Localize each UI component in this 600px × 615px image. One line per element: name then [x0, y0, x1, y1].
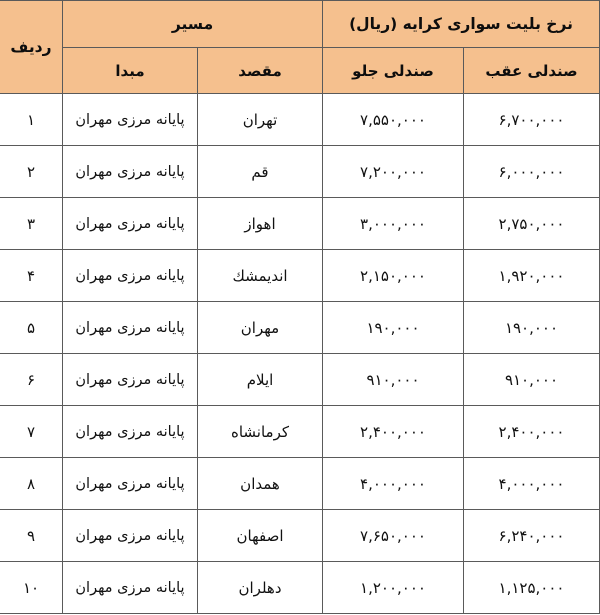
cell-back-seat-fare: ۶,۲۴۰,۰۰۰: [464, 510, 600, 562]
cell-origin: پایانه مرزی مهران: [63, 458, 198, 510]
cell-destination: دهلران: [198, 562, 323, 614]
header-origin: مبدا: [63, 48, 198, 94]
cell-row-number: ۲: [0, 146, 63, 198]
cell-front-seat-fare: ۱,۲۰۰,۰۰۰: [323, 562, 464, 614]
cell-origin: پایانه مرزی مهران: [63, 198, 198, 250]
header-fare-group: نرخ بلیت سواری کرایه (ریال): [323, 1, 600, 48]
cell-destination: ایلام: [198, 354, 323, 406]
table-row: [0, 510, 600, 562]
cell-front-seat-fare: ۱۹۰,۰۰۰: [323, 302, 464, 354]
cell-front-seat-fare: ۷,۵۵۰,۰۰۰: [323, 94, 464, 146]
table-header: [0, 1, 600, 94]
cell-destination: اندیمشك: [198, 250, 323, 302]
cell-row-number: ۴: [0, 250, 63, 302]
table-row: [0, 458, 600, 510]
cell-back-seat-fare: ۶,۷۰۰,۰۰۰: [464, 94, 600, 146]
cell-back-seat-fare: ۹۱۰,۰۰۰: [464, 354, 600, 406]
cell-row-number: ۶: [0, 354, 63, 406]
cell-back-seat-fare: ۱,۹۲۰,۰۰۰: [464, 250, 600, 302]
cell-row-number: ۱: [0, 94, 63, 146]
cell-row-number: ۵: [0, 302, 63, 354]
cell-origin: پایانه مرزی مهران: [63, 510, 198, 562]
cell-back-seat-fare: ۲,۴۰۰,۰۰۰: [464, 406, 600, 458]
cell-row-number: ۱۰: [0, 562, 63, 614]
cell-row-number: ۸: [0, 458, 63, 510]
cell-destination: کرمانشاه: [198, 406, 323, 458]
cell-front-seat-fare: ۲,۱۵۰,۰۰۰: [323, 250, 464, 302]
cell-destination: تهران: [198, 94, 323, 146]
cell-back-seat-fare: ۶,۰۰۰,۰۰۰: [464, 146, 600, 198]
header-row-group: [0, 1, 600, 48]
table-body: [0, 94, 600, 614]
table-row: [0, 198, 600, 250]
cell-back-seat-fare: ۴,۰۰۰,۰۰۰: [464, 458, 600, 510]
table-row: [0, 406, 600, 458]
cell-destination: قم: [198, 146, 323, 198]
header-row-sub: [0, 48, 600, 94]
cell-origin: پایانه مرزی مهران: [63, 406, 198, 458]
cell-row-number: ۷: [0, 406, 63, 458]
cell-front-seat-fare: ۷,۲۰۰,۰۰۰: [323, 146, 464, 198]
table-row: [0, 302, 600, 354]
cell-row-number: ۹: [0, 510, 63, 562]
cell-back-seat-fare: ۱۹۰,۰۰۰: [464, 302, 600, 354]
table-row: [0, 354, 600, 406]
table-row: [0, 94, 600, 146]
table-row: [0, 146, 600, 198]
cell-front-seat-fare: ۹۱۰,۰۰۰: [323, 354, 464, 406]
cell-origin: پایانه مرزی مهران: [63, 302, 198, 354]
cell-destination: اهواز: [198, 198, 323, 250]
cell-destination: همدان: [198, 458, 323, 510]
cell-origin: پایانه مرزی مهران: [63, 146, 198, 198]
cell-front-seat-fare: ۲,۴۰۰,۰۰۰: [323, 406, 464, 458]
cell-origin: پایانه مرزی مهران: [63, 250, 198, 302]
header-front-seat: صندلی جلو: [323, 48, 464, 94]
cell-front-seat-fare: ۳,۰۰۰,۰۰۰: [323, 198, 464, 250]
cell-front-seat-fare: ۷,۶۵۰,۰۰۰: [323, 510, 464, 562]
header-route-group: مسیر: [63, 1, 323, 48]
table-row: [0, 250, 600, 302]
cell-origin: پایانه مرزی مهران: [63, 94, 198, 146]
cell-row-number: ۳: [0, 198, 63, 250]
cell-destination: اصفهان: [198, 510, 323, 562]
cell-back-seat-fare: ۲,۷۵۰,۰۰۰: [464, 198, 600, 250]
cell-front-seat-fare: ۴,۰۰۰,۰۰۰: [323, 458, 464, 510]
table-row: [0, 562, 600, 614]
header-back-seat: صندلی عقب: [464, 48, 600, 94]
header-row-number: ردیف: [0, 1, 63, 94]
header-destination: مقصد: [198, 48, 323, 94]
cell-back-seat-fare: ۱,۱۲۵,۰۰۰: [464, 562, 600, 614]
cell-origin: پایانه مرزی مهران: [63, 562, 198, 614]
cell-origin: پایانه مرزی مهران: [63, 354, 198, 406]
cell-destination: مهران: [198, 302, 323, 354]
